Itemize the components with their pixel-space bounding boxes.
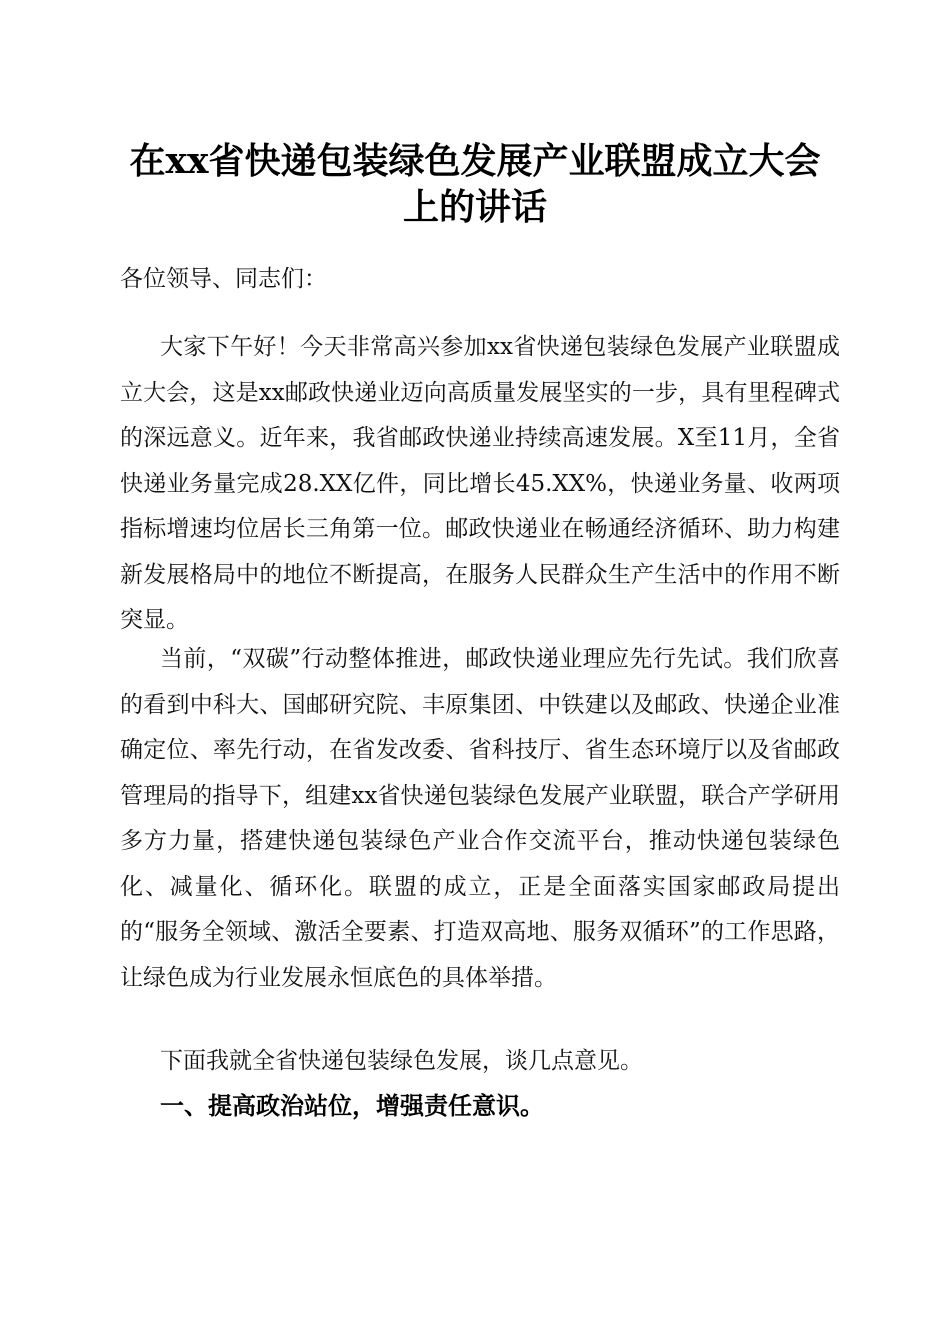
salutation: 各位领导、同志们： bbox=[120, 266, 327, 292]
document-title-line-2: 上的讲话 bbox=[402, 186, 547, 228]
paragraph-2: 当前，“双碳”行动整体推进，邮政快递业理应先行先试。我们欣喜的看到中科大、国邮研究院、丰原集团、中铁建以及邮政、快递企业准确定位、率先行动，在省发改委、省科技厅、省生态环境厅以及省邮政管理局的指导下，组建xx省快递包装绿色发展产业联盟，联合产学研用多方力量，搭建快递包装绿色产业合作交流平台，推动快递包装绿色化、减量化、循环化。联盟的成立，正是全面落实国家邮政局提出的“服务全领域、激活全要素、打造双高地、服务双循环”的工作思路，让绿色成为行业发展永恒底色的具体举措。 bbox=[120, 646, 840, 991]
paragraph-1: 大家下午好！今天非常高兴参加xx省快递包装绿色发展产业联盟成立大会，这是xx邮政快递业迈向高质量发展坚实的一步，具有里程碑式的深远意义。近年来，我省邮政快递业持续高速发展。X至11月，全省快递业务量完成28.XX亿件，同比增长45.XX%，快递业务量、收两项指标增速均位居长三角第一位。邮政快递业在畅通经济循环、助力构建新发展格局中的地位不断提高，在服务人民群众生产生活中的作用不断突显。 bbox=[120, 334, 840, 633]
section-heading-1: 一、提高政治站位，增强责任意识。 bbox=[160, 1092, 544, 1120]
document-title-line-1: 在xx省快递包装绿色发展产业联盟成立大会 bbox=[129, 140, 821, 182]
paragraph-3: 下面我就全省快递包装绿色发展，谈几点意见。 bbox=[160, 1048, 643, 1074]
